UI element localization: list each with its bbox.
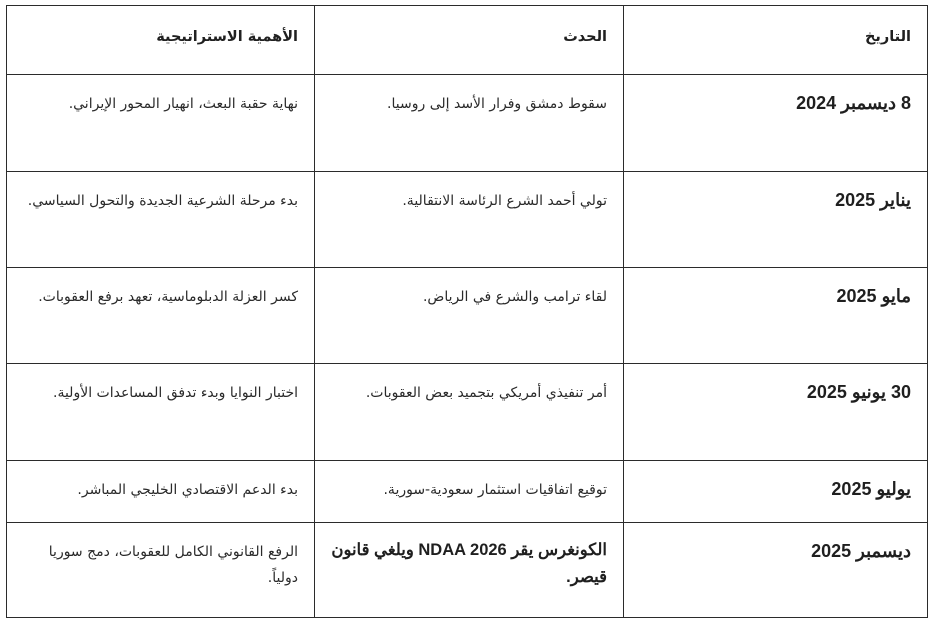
header-significance: الأهمية الاستراتيجية [7, 6, 315, 75]
header-date: التاريخ [624, 6, 928, 75]
table-row [7, 268, 928, 364]
row-date: يوليو 2025 [624, 461, 928, 523]
row-significance: نهاية حقبة البعث، انهيار المحور الإيراني. [7, 75, 315, 172]
header-event: الحدث [315, 6, 624, 75]
row-event: تولي أحمد الشرع الرئاسة الانتقالية. [315, 172, 624, 268]
row-date: 8 ديسمبر 2024 [624, 75, 928, 172]
row-significance: الرفع القانوني الكامل للعقوبات، دمج سوريا دولياً. [7, 523, 315, 618]
table-wrapper [6, 5, 928, 618]
row-event: الكونغرس يقر NDAA 2026 ويلغي قانون قيصر. [315, 523, 624, 618]
table-row [7, 364, 928, 461]
table-row [7, 172, 928, 268]
row-significance: بدء الدعم الاقتصادي الخليجي المباشر. [7, 461, 315, 523]
table-header-row [7, 6, 928, 75]
row-date: مايو 2025 [624, 268, 928, 364]
row-significance: بدء مرحلة الشرعية الجديدة والتحول السياسي. [7, 172, 315, 268]
table-row [7, 523, 928, 618]
table-row [7, 75, 928, 172]
table-row [7, 461, 928, 523]
row-event: توقيع اتفاقيات استثمار سعودية-سورية. [315, 461, 624, 523]
row-date: يناير 2025 [624, 172, 928, 268]
row-event: سقوط دمشق وفرار الأسد إلى روسيا. [315, 75, 624, 172]
row-significance: اختبار النوايا وبدء تدفق المساعدات الأولية. [7, 364, 315, 461]
row-significance: كسر العزلة الدبلوماسية، تعهد برفع العقوبات. [7, 268, 315, 364]
row-date: 30 يونيو 2025 [624, 364, 928, 461]
row-event: أمر تنفيذي أمريكي بتجميد بعض العقوبات. [315, 364, 624, 461]
row-event: لقاء ترامب والشرع في الرياض. [315, 268, 624, 364]
row-date: ديسمبر 2025 [624, 523, 928, 618]
timeline-table [6, 5, 928, 618]
